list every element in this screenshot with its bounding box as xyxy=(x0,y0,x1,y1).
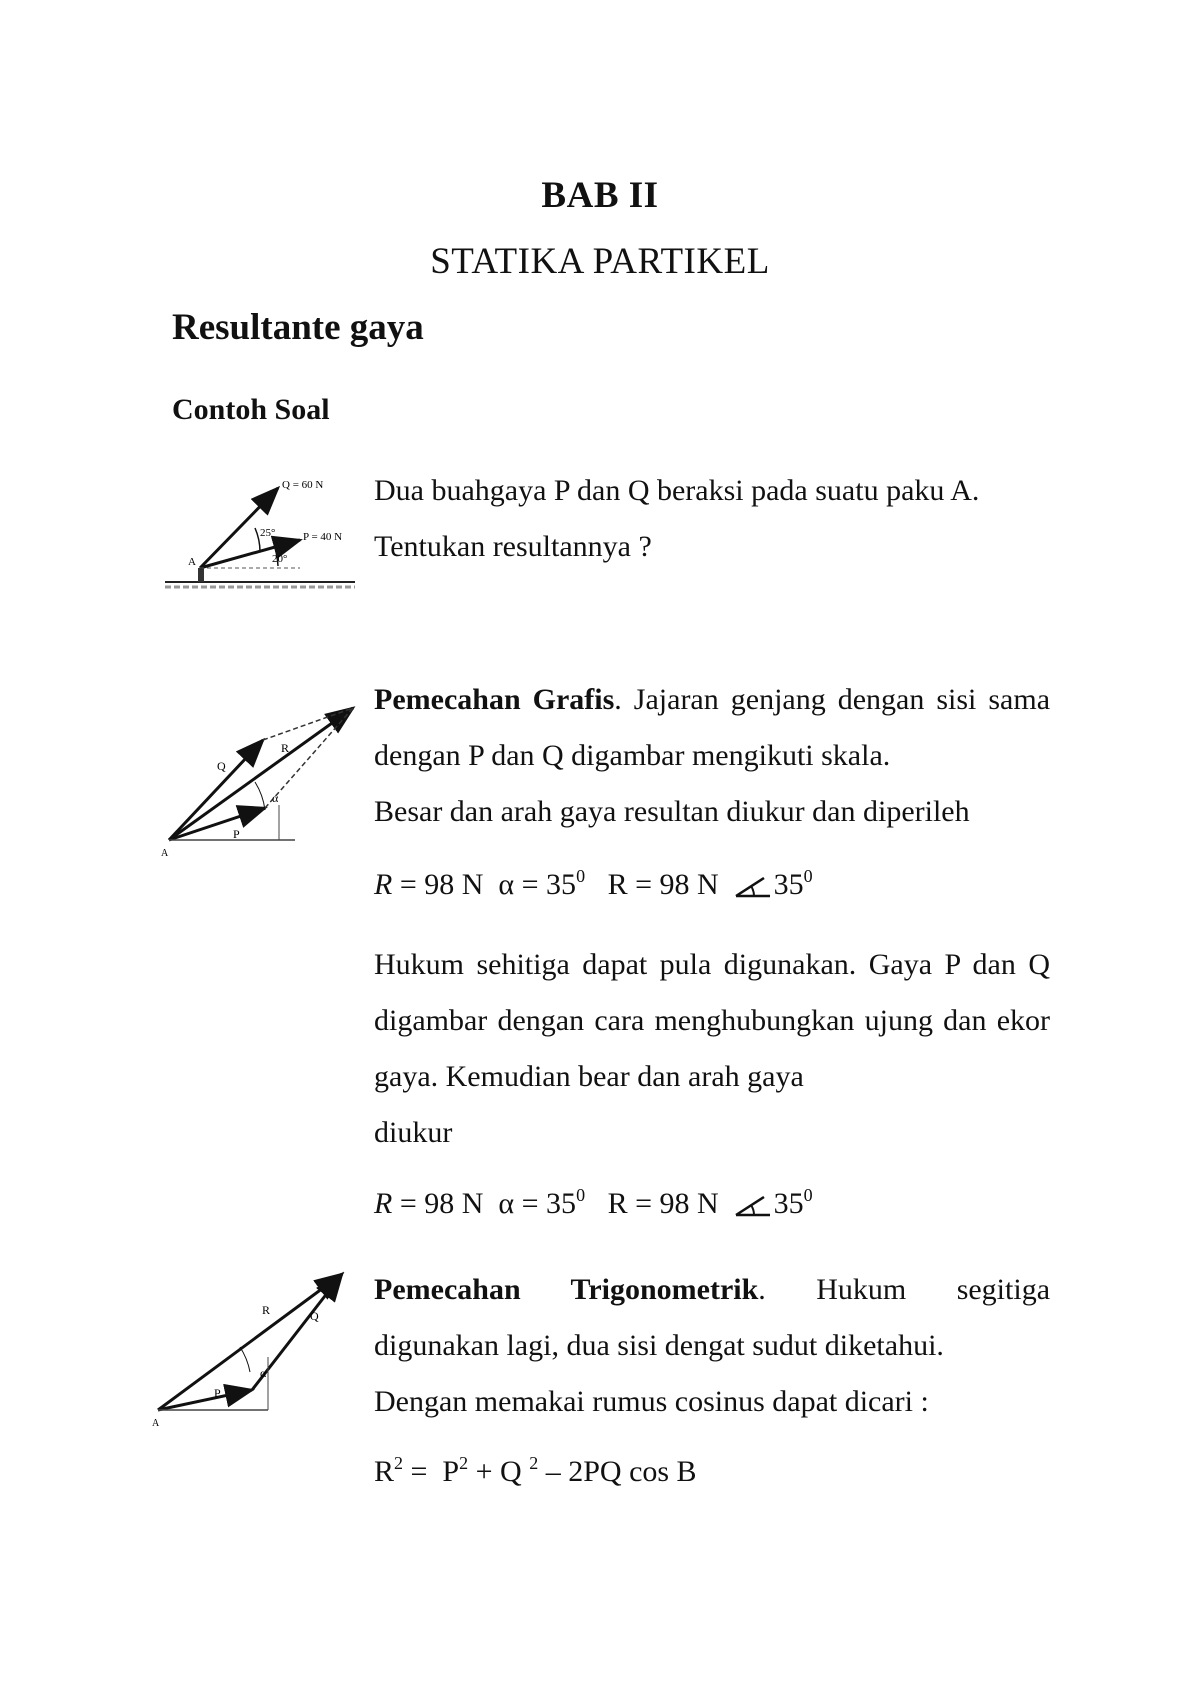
trig-solution-text: Pemecahan Trigonometrik. Hukum segitiga digunakan lagi, dua sisi dengat sudut diketahui. Dengan memakai rumus cosinus dapat dicari : xyxy=(374,1273,1051,1418)
angle-icon xyxy=(734,1193,774,1217)
triangle-figure xyxy=(150,1262,360,1432)
graphic-solution-title: Pemecahan Grafis xyxy=(374,683,615,716)
point-a-label: A xyxy=(188,556,196,568)
q-label: Q xyxy=(217,759,226,773)
angle-20-label: 20° xyxy=(272,553,288,565)
result-equation-2: R = 98 N $\alpha = 35^0$ R = 98 N $35^0$ xyxy=(374,1185,813,1220)
q-label: Q = 60 N xyxy=(282,479,324,491)
q-label: Q xyxy=(310,1309,319,1323)
point-a-label: A xyxy=(152,1418,160,1429)
trig-solution-title: Pemecahan Trigonometrik xyxy=(374,1273,759,1306)
angle-25-label: 25° xyxy=(260,527,276,539)
alpha-label: α xyxy=(260,1366,267,1380)
angle-icon xyxy=(734,874,774,898)
parallelogram-figure xyxy=(155,690,360,860)
result-equation-1: R = 98 N $\alpha = 35^0$ R = 98 N $35^0$ xyxy=(374,866,813,901)
problem-text: Dua buahgaya P dan Q beraksi pada suatu paku A. Tentukan resultannya ? xyxy=(374,474,980,563)
point-a-label: A xyxy=(161,848,169,859)
cosine-formula: $R^2 = P^2 + Q$ $^2$ – 2PQ cos B xyxy=(374,1453,697,1488)
p-label: P xyxy=(233,827,240,841)
p-label: P xyxy=(214,1386,221,1400)
section-heading: Resultante gaya xyxy=(172,307,424,348)
p-label: P = 40 N xyxy=(303,531,343,543)
example-heading: Contoh Soal xyxy=(172,393,330,426)
r-vector xyxy=(169,708,353,840)
chapter-heading: BAB II xyxy=(541,175,659,216)
alpha-label: α xyxy=(272,791,279,805)
r-label: R xyxy=(281,741,290,755)
graphic-solution-text: Pemecahan Grafis. Jajaran genjang dengan sisi sama dengan P dan Q digambar mengikuti skala. Besar dan arah gaya resultan diukur dan diperileh xyxy=(374,683,1051,828)
forces-figure xyxy=(160,470,360,600)
triangle-rule-text: Hukum sehitiga dapat pula digunakan. Gaya P dan Q digambar dengan cara menghubungkan ujung dan ekor gaya. Kemudian bear dan arah gaya diukur xyxy=(374,948,1050,1149)
chapter-title: STATIKA PARTIKEL xyxy=(430,241,770,282)
r-label: R xyxy=(262,1303,271,1317)
